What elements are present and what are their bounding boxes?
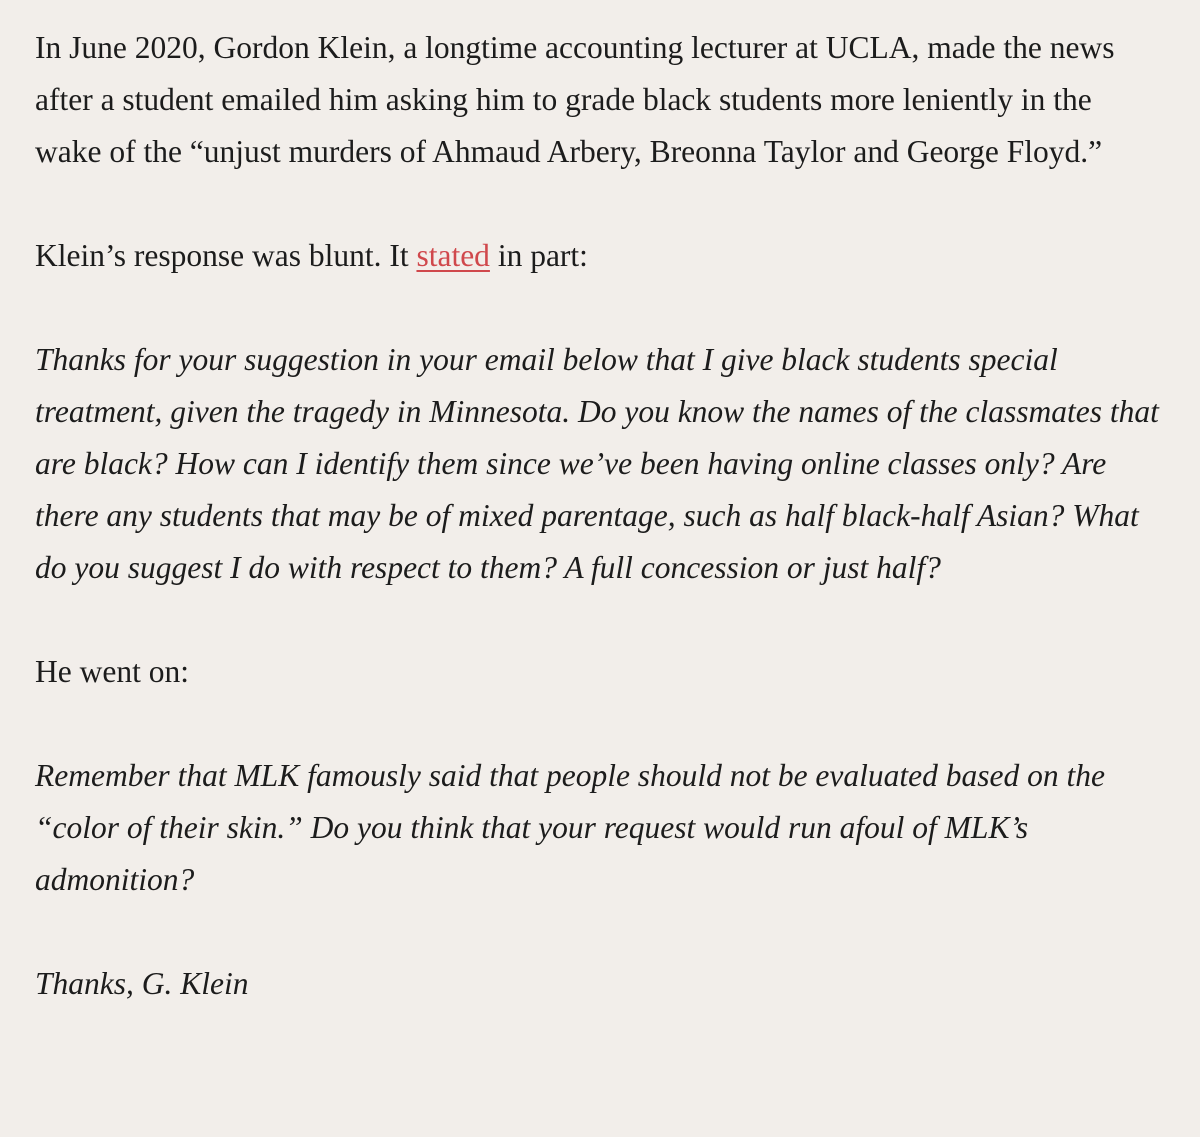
email-quote-1: Thanks for your suggestion in your email below that I give black students special treatment, given the tragedy in Minnesota. Do you know the names of the classmates that are black? How can I identify them since we’ve been having online classes only? Are there any students that may be of mixed parentage, such as half black-half Asian? What do you suggest I do with respect to them? A full concession or just half? (35, 342, 1159, 585)
response-text-after: in part: (489, 238, 588, 273)
response-paragraph (35, 230, 1165, 282)
went-on-paragraph: He went on: (35, 654, 189, 689)
article-body (35, 22, 1165, 1010)
response-text-before: Klein’s response was blunt. It (35, 238, 417, 273)
intro-paragraph: In June 2020, Gordon Klein, a longtime accounting lecturer at UCLA, made the news after a student emailed him asking him to grade black students more leniently in the wake of the “unjust murders of Ahmaud Arbery, Breonna Taylor and George Floyd.” (35, 30, 1115, 169)
stated-link[interactable]: stated (416, 238, 490, 273)
signoff: Thanks, G. Klein (35, 966, 249, 1001)
email-quote-2: Remember that MLK famously said that people should not be evaluated based on the “color of their skin.” Do you think that your request would run afoul of MLK’s admonition? (35, 758, 1105, 897)
